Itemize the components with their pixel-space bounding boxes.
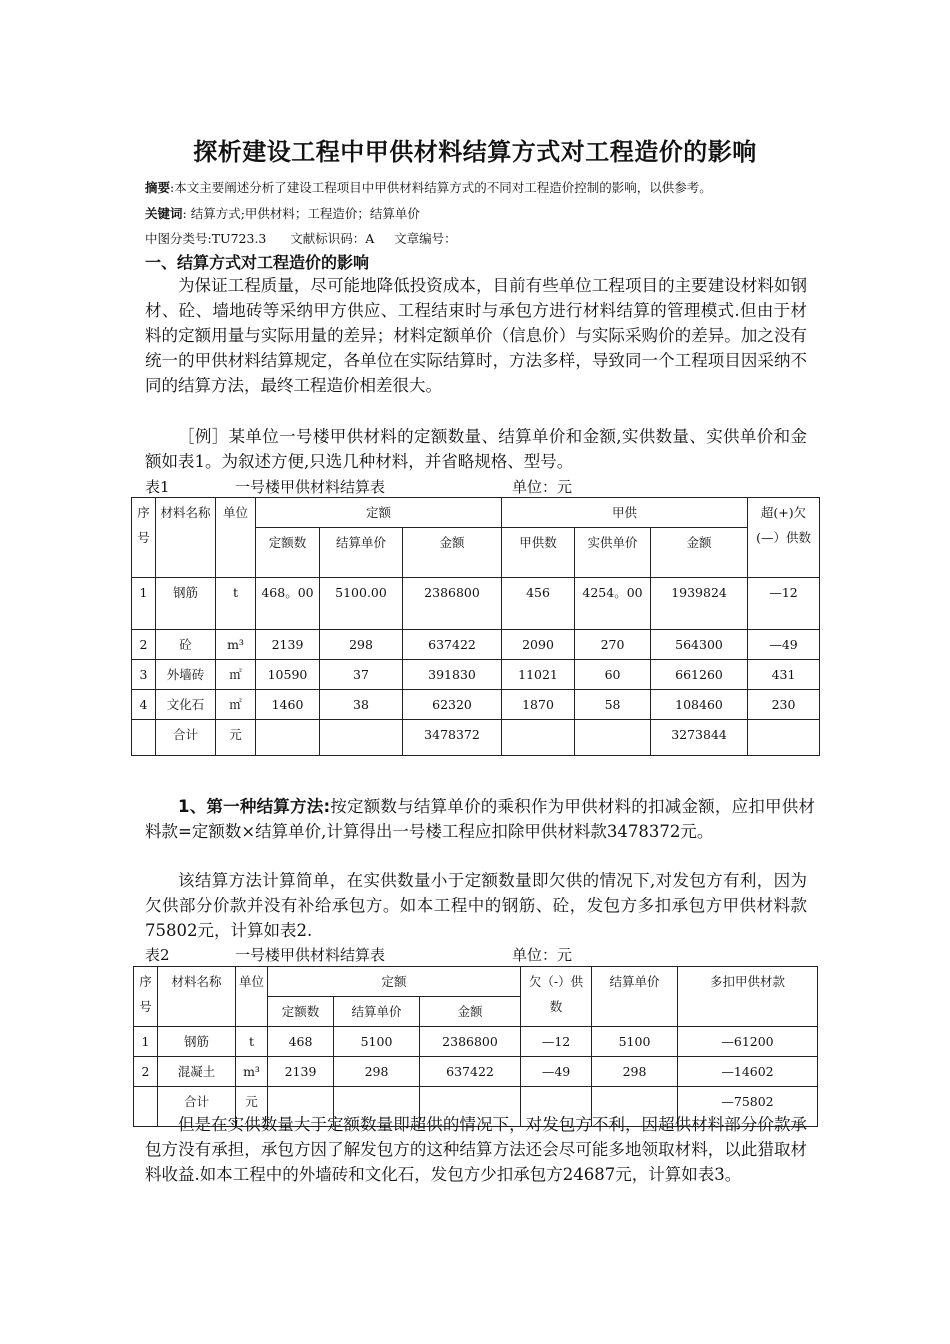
- table2-header-quota-amount: 金额: [420, 997, 521, 1027]
- keywords: [145, 204, 420, 222]
- abstract-text: :本文主要阐述分析了建设工程项目中甲供材料结算方式的不同对工程造价控制的影响，以供参考。: [170, 180, 712, 195]
- paragraph-1: 为保证工程质量，尽可能地降低投资成本，目前有些单位工程项目的主要建设材料如钢材、砼、墙地砖等采纳甲方供应、工程结束时与承包方进行材料结算的管理模式.但由于材料的定额用量与实际用量的差异；材料定额单价（信息价）与实际采购价的差异。加之没有统一的甲供材料结算规定，各单位在实际结算时，方法多样，导致同一个工程项目因采纳不同的结算方法，最终工程造价相差很大。: [145, 276, 807, 395]
- table2-header-unit: 单位: [236, 967, 268, 1027]
- paragraph-4: 该结算方法计算简单，在实供数量小于定额数量即欠供的情况下,对发包方有利，因为欠供部分价款并没有补给承包方。如本工程中的钢筋、砼，发包方多扣承包方甲供材料款75802元，计算如表2.: [145, 871, 807, 940]
- cell-quota-qty: 10590: [256, 660, 320, 690]
- table1-header-name: 材料名称: [156, 498, 216, 578]
- cell-quota-price: 37: [320, 660, 403, 690]
- table2-header-quota-price: 结算单价: [334, 997, 420, 1027]
- table2-header-price: 结算单价: [592, 967, 678, 1027]
- cell-seq: 4: [132, 690, 156, 720]
- table1-header-supply: 甲供: [502, 498, 748, 528]
- cell-total-quota-amount: 3478372: [403, 720, 502, 756]
- cell-quota-qty: 2139: [268, 1057, 334, 1087]
- paragraph-3: [145, 794, 815, 844]
- cell-total-supply-amount: 3273844: [651, 720, 748, 756]
- cell-seq: 3: [132, 660, 156, 690]
- cell-seq: 1: [132, 578, 156, 630]
- table1-header-row: [132, 498, 820, 528]
- cell-empty: [132, 720, 156, 756]
- paragraph-2: ［例］某单位一号楼甲供材料的定额数量、结算单价和金额,实供数量、实供单价和金额如表1。为叙述方便,只选几种材料，并省略规格、型号。: [145, 427, 807, 471]
- table1-header-supply-qty: 甲供数: [502, 528, 575, 578]
- cell-unit: m³: [216, 630, 256, 660]
- table2-title: 一号楼甲供材料结算表: [235, 946, 386, 964]
- method1-label: 1、第一种结算方法:: [178, 797, 331, 816]
- table-row: [134, 1057, 818, 1087]
- cell-empty: [256, 720, 320, 756]
- cell-quota-qty: 1460: [256, 690, 320, 720]
- paragraph-5: 但是在实供数量大于定额数量即超供的情况下，对发包方不利，因超供材料部分价款承包方没有承担，承包方因了解发包方的这种结算方法还会尽可能多地领取材料，以此猎取材料收益.如本工程中的外墙砖和文化石，发包方少扣承包方24687元，计算如表3。: [145, 1115, 807, 1184]
- abstract-label: 摘要: [145, 180, 171, 195]
- table1-header-seq: 序号: [132, 498, 156, 578]
- table1-unit: 单位：元: [512, 478, 573, 496]
- cell-quota-qty: 2139: [256, 630, 320, 660]
- cell-quota-price: 5100: [334, 1027, 420, 1057]
- cell-name: 砼: [156, 630, 216, 660]
- cell-unit: ㎡: [216, 690, 256, 720]
- cell-over-deduct: —14602: [678, 1057, 818, 1087]
- cell-name: 文化石: [156, 690, 216, 720]
- cell-quota-amount: 637422: [420, 1057, 521, 1087]
- cell-diff: —49: [748, 630, 820, 660]
- table1-header-diff: 超(+)欠(—）供数: [748, 498, 820, 578]
- cell-total-label: 合计: [158, 1087, 236, 1127]
- table1-total-row: [132, 720, 820, 756]
- cell-supply-amount: 1939824: [651, 578, 748, 630]
- table1-header-supply-amount: 金额: [651, 528, 748, 578]
- table-row: [132, 578, 820, 630]
- cell-diff: 230: [748, 690, 820, 720]
- cell-unit: ㎡: [216, 660, 256, 690]
- cell-over-deduct: —61200: [678, 1027, 818, 1057]
- cell-quota-amount: 2386800: [403, 578, 502, 630]
- cell-price: 298: [592, 1057, 678, 1087]
- cell-quota-price: 298: [320, 630, 403, 660]
- cell-unit: t: [236, 1027, 268, 1057]
- cell-supply-qty: 456: [502, 578, 575, 630]
- abstract: [145, 178, 712, 196]
- table2-number: 表2: [145, 946, 170, 964]
- cell-quota-amount: 2386800: [420, 1027, 521, 1057]
- cell-supply-amount: 661260: [651, 660, 748, 690]
- section-heading: 一、结算方式对工程造价的影响: [145, 253, 370, 272]
- cell-supply-amount: 564300: [651, 630, 748, 660]
- keywords-label: 关键词: [145, 206, 183, 221]
- cell-supply-price: 60: [575, 660, 651, 690]
- cell-quota-price: 5100.00: [320, 578, 403, 630]
- cell-quota-amount: 391830: [403, 660, 502, 690]
- table1-header-supply-price: 实供单价: [575, 528, 651, 578]
- cell-supply-price: 58: [575, 690, 651, 720]
- cell-supply-price: 270: [575, 630, 651, 660]
- cell-price: 5100: [592, 1027, 678, 1057]
- cell-quota-price: 298: [334, 1057, 420, 1087]
- cell-quota-qty: 468: [268, 1027, 334, 1057]
- cell-unit: t: [216, 578, 256, 630]
- cell-empty: [502, 720, 575, 756]
- cell-supply-qty: 11021: [502, 660, 575, 690]
- table-row: [132, 630, 820, 660]
- cell-total-unit: 元: [236, 1087, 268, 1127]
- cell-total-label: 合计: [156, 720, 216, 756]
- cell-name: 外墙砖: [156, 660, 216, 690]
- table2-header-row: [134, 967, 818, 997]
- cell-diff: —12: [748, 578, 820, 630]
- cell-name: 混凝土: [158, 1057, 236, 1087]
- table2-header-name: 材料名称: [158, 967, 236, 1027]
- cell-empty: [320, 720, 403, 756]
- table-row: [134, 1027, 818, 1057]
- cell-quota-amount: 637422: [403, 630, 502, 660]
- cell-short: —49: [521, 1057, 592, 1087]
- table-row: [132, 660, 820, 690]
- cell-seq: 1: [134, 1027, 158, 1057]
- table1-number: 表1: [145, 478, 170, 496]
- table2-header-seq: 序号: [134, 967, 158, 1027]
- table2-header-short: 欠（-）供数: [521, 967, 592, 1027]
- method1-text: 按定额数与结算单价的乘积作为甲供材料的扣减金额，应扣甲供材料款=定额数×结算单价,计算得出一号楼工程应扣除甲供材料款3478372元。: [145, 797, 815, 841]
- cell-seq: 2: [134, 1057, 158, 1087]
- table2-unit: 单位：元: [512, 946, 573, 964]
- cell-quota-amount: 62320: [403, 690, 502, 720]
- table1-header-quota-amount: 金额: [403, 528, 502, 578]
- cell-name: 钢筋: [158, 1027, 236, 1057]
- table1-title: 一号楼甲供材料结算表: [235, 478, 386, 496]
- table2-header-over-deduct: 多扣甲供材款: [678, 967, 818, 1027]
- cell-supply-qty: 2090: [502, 630, 575, 660]
- cell-quota-qty: 468。00: [256, 578, 320, 630]
- cell-empty: [575, 720, 651, 756]
- keywords-text: : 结算方式;甲供材料；工程造价；结算单价: [182, 206, 420, 221]
- cell-diff: 431: [748, 660, 820, 690]
- table2-header-quota: 定额: [268, 967, 521, 997]
- table1: [131, 497, 820, 756]
- table1-header-unit: 单位: [216, 498, 256, 578]
- table-row: [132, 690, 820, 720]
- classification: 中图分类号:TU723.3 文献标识码：A 文章编号：: [145, 231, 457, 246]
- cell-supply-price: 4254。00: [575, 578, 651, 630]
- cell-unit: m³: [236, 1057, 268, 1087]
- cell-supply-amount: 108460: [651, 690, 748, 720]
- table2-header-quota-qty: 定额数: [268, 997, 334, 1027]
- cell-short: —12: [521, 1027, 592, 1057]
- cell-empty: [748, 720, 820, 756]
- cell-total-unit: 元: [216, 720, 256, 756]
- table2: [133, 966, 818, 1127]
- table1-header-quota-price: 结算单价: [320, 528, 403, 578]
- cell-quota-price: 38: [320, 690, 403, 720]
- table1-header-quota-qty: 定额数: [256, 528, 320, 578]
- cell-seq: 2: [132, 630, 156, 660]
- cell-total-over-deduct: —75802: [678, 1087, 818, 1127]
- document-title: 探析建设工程中甲供材料结算方式对工程造价的影响: [193, 138, 757, 166]
- cell-name: 钢筋: [156, 578, 216, 630]
- cell-supply-qty: 1870: [502, 690, 575, 720]
- table1-header-quota: 定额: [256, 498, 502, 528]
